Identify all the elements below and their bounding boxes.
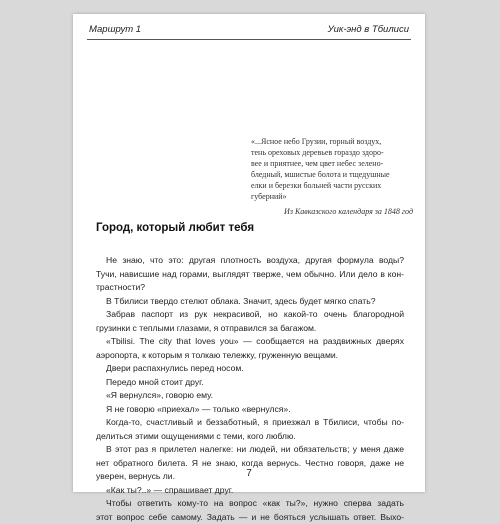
text-line: «Tbilisi. The city that loves you» — сообщается на раздвижных дверях [96, 335, 404, 349]
epigraph-source: Из Кавказского календаря за 1848 год [251, 206, 413, 217]
running-header [87, 21, 411, 40]
text-line: В Тбилиси твердо стелют облака. Значит, здесь будет мягко спать? [96, 295, 404, 309]
body-text [96, 254, 404, 524]
text-line: Чтобы ответить кому-то на вопрос «как ты?», нужно сперва задать [96, 497, 404, 511]
text-line: грузинки с теплыми глазами, я отправился за багажом. [96, 322, 404, 336]
text-line: Я не говорю «приехал» — только «вернулся». [96, 403, 404, 417]
text-line: трастности? [96, 281, 404, 295]
text-line: «Как ты?..» — спрашивает друг. [96, 484, 404, 498]
text-line: Не знаю, что это: другая плотность воздуха, другая формула воды? [96, 254, 404, 268]
text-line: Передо мной стоит друг. [96, 376, 404, 390]
epigraph-line: бледный, мшистые болота и тщедушные [251, 169, 413, 180]
text-line: Забрав паспорт из рук некрасивой, но какой-то очень благородной [96, 308, 404, 322]
text-line: делиться этими ощущениями с теми, кого люблю. [96, 430, 404, 444]
header-chapter-title: Уик-энд в Тбилиси [328, 24, 409, 35]
epigraph-line: губерний» [251, 191, 413, 202]
text-line: нет обратного билета. Я не знаю, когда вернусь. Честно говоря, даже не [96, 457, 404, 471]
section-title: Город, который любит тебя [96, 222, 254, 234]
epigraph-line: вее и приятнее, чем цвет небес зелено- [251, 158, 413, 169]
text-line: этот вопрос себе самому. Задать — и не бояться услышать ответ. Выхо- [96, 511, 404, 524]
epigraph-line: тень ореховых деревьев гораздо здоро- [251, 147, 413, 158]
text-line: Когда-то, счастливый и беззаботный, я приезжал в Тбилиси, чтобы по- [96, 416, 404, 430]
page-number: 7 [73, 468, 425, 479]
epigraph-line: «...Ясное небо Грузии, горный воздух, [251, 136, 413, 147]
header-route: Маршрут 1 [89, 24, 141, 35]
text-line: Тучи, нависшие над горами, выглядят тверже, чем обычно. Или дело в кон- [96, 268, 404, 282]
text-line: Двери распахнулись перед носом. [96, 362, 404, 376]
text-line: аэропорта, к которым я толкаю тележку, груженную вещами. [96, 349, 404, 363]
epigraph [251, 136, 413, 217]
epigraph-line: елки и березки больней части русских [251, 180, 413, 191]
text-line: В этот раз я прилетел налегке: ни людей, ни обязательств; у меня даже [96, 443, 404, 457]
book-page [73, 14, 425, 492]
text-line: «Я вернулся», говорю ему. [96, 389, 404, 403]
text-line: уверен, вернусь ли. [96, 470, 404, 484]
